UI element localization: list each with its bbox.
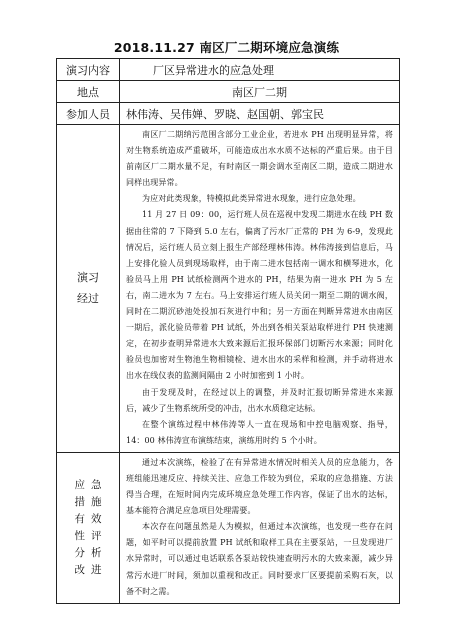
drill-record-table	[56, 58, 400, 604]
evaluation-paragraph: 本次存在问题虽然是人为模拟，但通过本次演练，也发现一些存在问题，如平时可以提前放置 PH 试纸和取样工具在主要泵站，一旦发现进厂水异常时，可以通过电话联系各泵站较快速查明污水的大致来源，减少异常污水进厂时间，须加以重视和改正。同时要求厂区要提前采购石灰，以备不时之需。	[126, 522, 393, 596]
content-row	[57, 59, 400, 81]
evaluation-row	[57, 452, 400, 603]
location-row	[57, 81, 400, 103]
participants-value: 林伟涛、吴伟婵、罗晓、赵国朝、郭宝民	[120, 103, 400, 125]
process-label	[57, 125, 120, 453]
process-paragraph: 为应对此类现象，特模拟此类异常进水现象，进行应急处理。	[142, 194, 361, 204]
process-paragraph: 11 月 27 日 09：00，运行班人员在巡视中发现二期进水在线 PH 数据由往常的 7 下降到 5.0 左右，偏离了污水厂正常的 PH 为 6-9，发现此情况后，运行班人员立刻上报生产部经理林伟涛。林伟涛接到信息后，马上安排化验人员到现场取样，由于南二进水包括南一调水和横琴进水，化验员马上用 PH 试纸检测两个进水的 PH，结果为南一进水 PH 为 5 左右，南二进水为 7 左右。马上安排运行班人员关闭一期至二期的调水阀，同时在二期沉砂池处投加石灰进行中和；另一方面在判断异常进水由南区一期后，派化验员带着 PH 试纸，外出到各相关泵站取样进行 PH 快速测定，在初步查明异常进水大致来源后汇报环保部门切断污水来源；同时化验员也加密对生物池生物相镜检、进水出水的采样和检测，并手动将进水出水在线仪表的监测间隔由 2 小时加密到 1 小时。	[126, 210, 393, 381]
evaluation-paragraph: 通过本次演练，检验了在有异常进水情况时相关人员的应急能力，各班组能迅速反应、持续关注、应急工作较为到位，采取的应急措施、方法得当合理，在短时间内完成环境应急处理工作内容，保证了出水的达标，基本能符合满足应急项目处理需要。	[126, 457, 393, 516]
process-paragraph: 由于发现及时，在经过以上的调整，并及时汇报切断异常进水来源后，减少了生物系统所受的冲击，出水水质稳定达标。	[126, 387, 393, 413]
evaluation-label-col2: 急 施 效 评 析 进	[91, 478, 102, 576]
evaluation-label	[57, 452, 120, 603]
participants-row	[57, 103, 400, 125]
location-label: 地点	[57, 81, 120, 103]
process-paragraph: 南区厂二期纳污范围含部分工业企业，若进水 PH 出现明显异常，将对生物系统造成严重破坏，可能造成出水水质不达标的严重后果。由于目前南区厂二期水量不足，有时南区一期会调水至南区二期，造成二期进水同样出现异常。	[126, 130, 393, 188]
process-body	[120, 125, 400, 453]
content-value: 厂区异常进水的应急处理	[120, 59, 400, 81]
participants-label: 参加人员	[57, 103, 120, 125]
document-title: 2018.11.27 南区厂二期环境应急演练	[113, 40, 340, 55]
evaluation-body	[120, 452, 400, 603]
content-label: 演习内容	[57, 59, 120, 81]
process-label-line1: 演习	[77, 271, 99, 285]
process-row	[57, 125, 400, 453]
location-value: 南区厂二期	[120, 81, 400, 103]
evaluation-label-col1: 应 措 有 性 分 改	[74, 478, 85, 576]
process-paragraph: 在整个演练过程中林伟涛等人一直在现场和中控电脑观察、指导，14：00 林伟涛宣布演练结束，演练用时约 5 个小时。	[126, 419, 393, 445]
process-label-line2: 经过	[77, 292, 99, 306]
